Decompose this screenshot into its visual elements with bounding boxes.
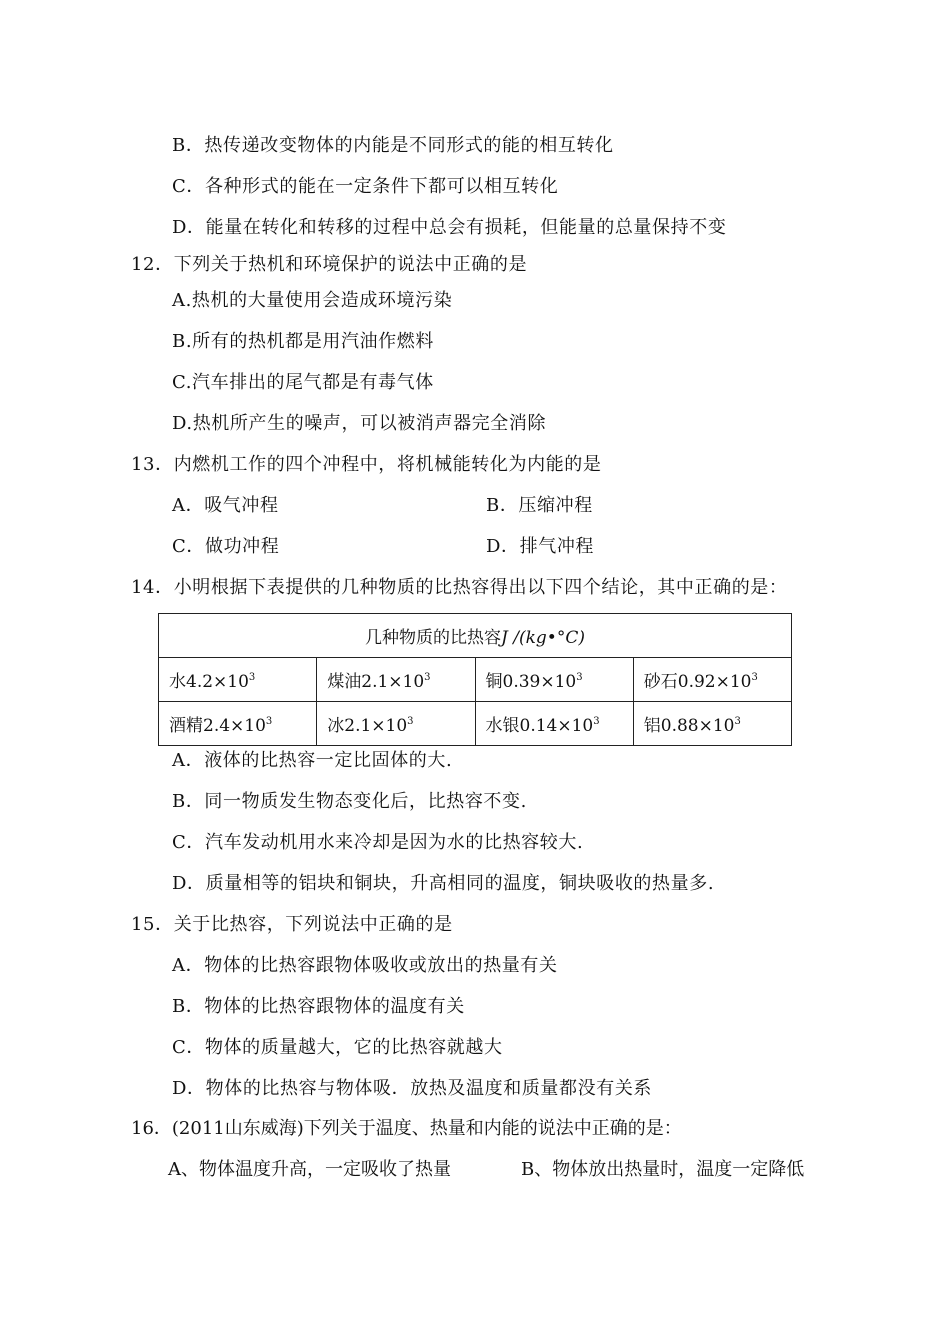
q15-option-d: D．物体的比热容与物体吸．放热及温度和质量都没有关系 <box>172 1078 653 1099</box>
q15-stem: 15．关于比热容，下列说法中正确的是 <box>131 914 453 935</box>
q14-option-a: A．液体的比热容一定比固体的大. <box>172 750 453 771</box>
q16-stem: 16．(2011山东威海)下列关于温度、热量和内能的说法中正确的是： <box>131 1118 682 1139</box>
q14-option-d: D．质量相等的铝块和铜块，升高相同的温度，铜块吸收的热量多. <box>172 873 715 894</box>
table-cell <box>317 658 475 702</box>
table-row <box>159 702 792 746</box>
table-cell <box>475 702 633 746</box>
table-row <box>159 658 792 702</box>
q16-option-a: A、物体温度升高，一定吸收了热量 <box>168 1159 451 1180</box>
q13-option-d: D．排气冲程 <box>486 536 595 557</box>
table-cell <box>633 702 791 746</box>
q11-option-d: D．能量在转化和转移的过程中总会有损耗，但能量的总量保持不变 <box>172 217 727 238</box>
cell-text: 铜0.39×10 <box>485 672 577 692</box>
q12-option-c: C.汽车排出的尾气都是有毒气体 <box>172 372 434 393</box>
cell-exponent: 3 <box>407 716 414 727</box>
cell-exponent: 3 <box>734 716 741 727</box>
table-cell <box>317 702 475 746</box>
table-cell <box>475 658 633 702</box>
cell-text: 煤油2.1×10 <box>327 672 425 692</box>
cell-exponent: 3 <box>265 716 273 727</box>
cell-text: 水4.2×10 <box>169 672 249 692</box>
table-title-cell <box>159 614 792 658</box>
table-cell <box>633 658 791 702</box>
cell-text: 水银0.14×10 <box>485 716 594 736</box>
cell-exponent: 3 <box>593 716 600 727</box>
q16-option-b: B、物体放出热量时，温度一定降低 <box>521 1159 805 1180</box>
q12-option-a: A.热机的大量使用会造成环境污染 <box>172 290 453 311</box>
cell-exponent: 3 <box>248 672 256 683</box>
q13-option-b: B．压缩冲程 <box>486 495 593 516</box>
cell-text: 酒精2.4×10 <box>169 716 266 736</box>
q14-stem: 14．小明根据下表提供的几种物质的比热容得出以下四个结论，其中正确的是： <box>131 577 788 598</box>
table-unit: J /(kg•°C) <box>501 628 585 648</box>
q15-option-c: C．物体的质量越大，它的比热容就越大 <box>172 1037 503 1058</box>
table-title: 几种物质的比热容 <box>365 628 502 648</box>
q12-stem: 12．下列关于热机和环境保护的说法中正确的是 <box>131 254 528 275</box>
q11-option-c: C．各种形式的能在一定条件下都可以相互转化 <box>172 176 559 197</box>
q13-option-c: C．做功冲程 <box>172 536 280 557</box>
cell-text: 砂石0.92×10 <box>643 672 752 692</box>
q11-option-b: B．热传递改变物体的内能是不同形式的能的相互转化 <box>172 135 614 156</box>
q15-option-b: B．物体的比热容跟物体的温度有关 <box>172 996 465 1017</box>
q13-stem: 13．内燃机工作的四个冲程中，将机械能转化为内能的是 <box>131 454 602 475</box>
cell-text: 冰2.1×10 <box>327 716 408 736</box>
q15-option-a: A．物体的比热容跟物体吸收或放出的热量有关 <box>172 955 558 976</box>
specific-heat-table <box>158 613 792 746</box>
q13-option-a: A．吸气冲程 <box>172 495 279 516</box>
cell-exponent: 3 <box>424 672 431 683</box>
q14-option-c: C．汽车发动机用水来冷却是因为水的比热容较大. <box>172 832 584 853</box>
cell-text: 铝0.88×10 <box>643 716 735 736</box>
table-cell <box>159 702 317 746</box>
q12-option-b: B.所有的热机都是用汽油作燃料 <box>172 331 434 352</box>
q14-option-b: B．同一物质发生物态变化后，比热容不变. <box>172 791 527 812</box>
cell-exponent: 3 <box>751 672 758 683</box>
q12-option-d: D.热机所产生的噪声，可以被消声器完全消除 <box>172 413 547 434</box>
cell-exponent: 3 <box>576 672 583 683</box>
table-cell <box>159 658 317 702</box>
